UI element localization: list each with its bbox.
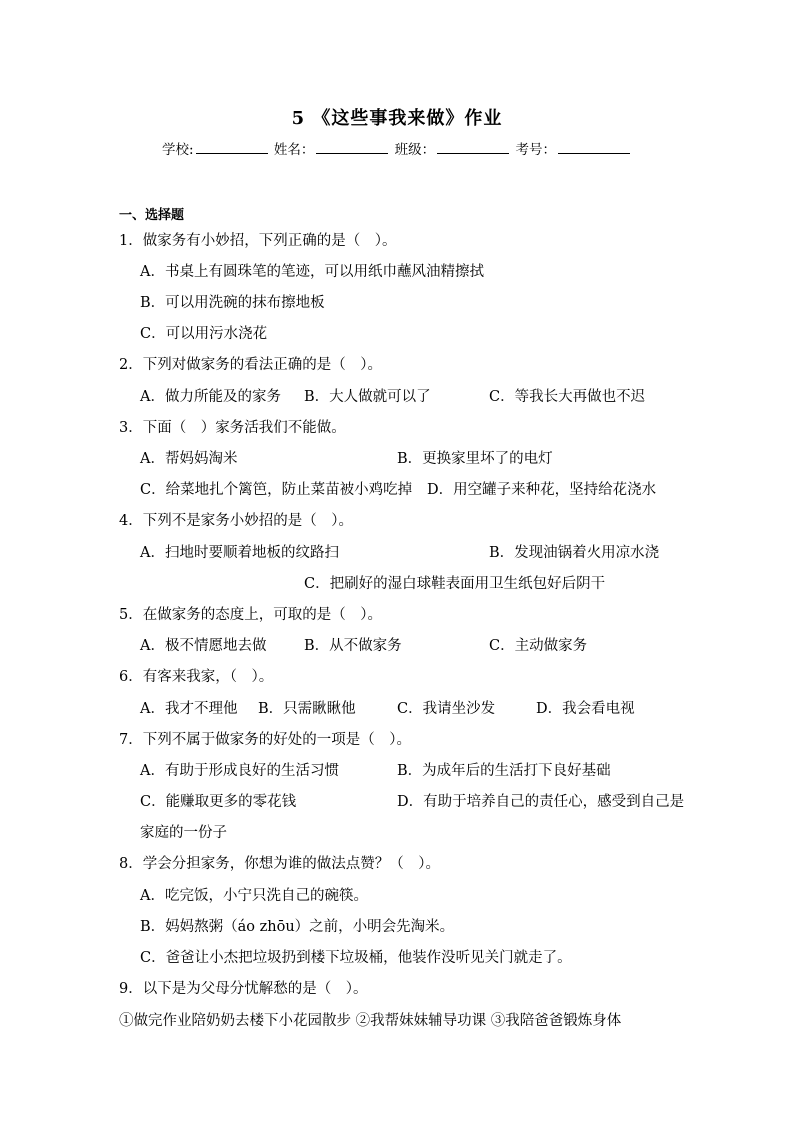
name-label: 姓名： <box>273 142 315 158</box>
school-blank[interactable] <box>196 141 268 154</box>
exam-no-label: 考号： <box>515 142 556 158</box>
question-6-option-c: C．我请坐沙发 <box>397 701 496 717</box>
name-blank[interactable] <box>316 141 388 154</box>
student-info-line <box>0 138 794 158</box>
question-2-option-b: B．大人做就可以了 <box>304 389 431 405</box>
question-1-option-b: B．可以用洗碗的抹布擦地板 <box>140 295 325 311</box>
question-8-option-c: C．爸爸让小杰把垃圾扔到楼下垃圾桶，他装作没听见关门就走了。 <box>140 950 572 966</box>
section-heading: 一、选择题 <box>119 208 185 223</box>
question-3-option-d: D．用空罐子来种花，坚持给花浇水 <box>427 482 657 498</box>
question-9-stem: 9．以下是为父母分忧解愁的是（ ）。 <box>119 981 368 997</box>
question-3-option-c: C．给菜地扎个篱笆，防止菜苗被小鸡吃掉 <box>140 482 413 498</box>
question-4-stem: 4．下列不是家务小妙招的是（ ）。 <box>119 513 353 529</box>
question-5-option-b: B．从不做家务 <box>304 638 402 654</box>
school-label: 学校: <box>162 142 194 158</box>
question-6-option-d: D．我会看电视 <box>536 701 635 717</box>
question-4-option-c: C．把刷好的湿白球鞋表面用卫生纸包好后阴干 <box>304 576 606 592</box>
question-2-option-a: A．做力所能及的家务 <box>140 389 281 405</box>
question-4-option-a: A．扫地时要顺着地板的纹路扫 <box>140 545 339 561</box>
class-label: 班级： <box>394 142 436 158</box>
question-7-option-d-continued: 家庭的一份子 <box>140 825 227 841</box>
question-2-stem: 2．下列对做家务的看法正确的是（ ）。 <box>119 357 382 373</box>
question-5-stem: 5．在做家务的态度上，可取的是（ ）。 <box>119 607 382 623</box>
question-1-option-a: A．书桌上有圆珠笔的笔迹，可以用纸巾蘸风油精擦拭 <box>140 264 484 280</box>
page-title: 5 《这些事我来做》作业 <box>291 108 503 129</box>
question-6-stem: 6．有客来我家，（ ）。 <box>119 669 274 685</box>
question-7-option-a: A．有助于形成良好的生活习惯 <box>140 763 339 779</box>
question-9-items: ①做完作业陪奶奶去楼下小花园散步 ②我帮妹妹辅导功课 ③我陪爸爸锻炼身体 <box>119 1013 622 1029</box>
question-2-option-c: C．等我长大再做也不迟 <box>489 389 646 405</box>
question-1-stem: 1．做家务有小妙招，下列正确的是（ ）。 <box>119 233 397 249</box>
question-3-option-a: A．帮妈妈淘米 <box>140 451 238 467</box>
question-4-option-b: B．发现油锅着火用凉水浇 <box>489 545 660 561</box>
class-blank[interactable] <box>437 141 509 154</box>
question-7-option-c: C．能赚取更多的零花钱 <box>140 794 297 810</box>
question-6-option-b: B．只需瞅瞅他 <box>258 701 356 717</box>
exam-no-blank[interactable] <box>558 141 630 154</box>
question-8-option-b: B．妈妈熬粥（áo zhōu）之前，小明会先淘米。 <box>140 919 455 935</box>
question-6-option-a: A．我才不理他 <box>140 701 238 717</box>
question-5-option-c: C．主动做家务 <box>489 638 588 654</box>
question-7-option-d: D．有助于培养自己的责任心，感受到自己是 <box>397 794 685 810</box>
question-8-option-a: A．吃完饭，小宁只洗自己的碗筷。 <box>140 888 368 904</box>
question-1-option-c: C．可以用污水浇花 <box>140 326 268 342</box>
question-5-option-a: A．极不情愿地去做 <box>140 638 267 654</box>
question-7-option-b: B．为成年后的生活打下良好基础 <box>397 763 611 779</box>
question-7-stem: 7．下列不属于做家务的好处的一项是（ ）。 <box>119 732 411 748</box>
question-8-stem: 8．学会分担家务，你想为谁的做法点赞？（ ）。 <box>119 856 440 872</box>
question-3-stem: 3．下面（ ）家务活我们不能做。 <box>119 420 346 436</box>
question-3-option-b: B．更换家里坏了的电灯 <box>397 451 553 467</box>
